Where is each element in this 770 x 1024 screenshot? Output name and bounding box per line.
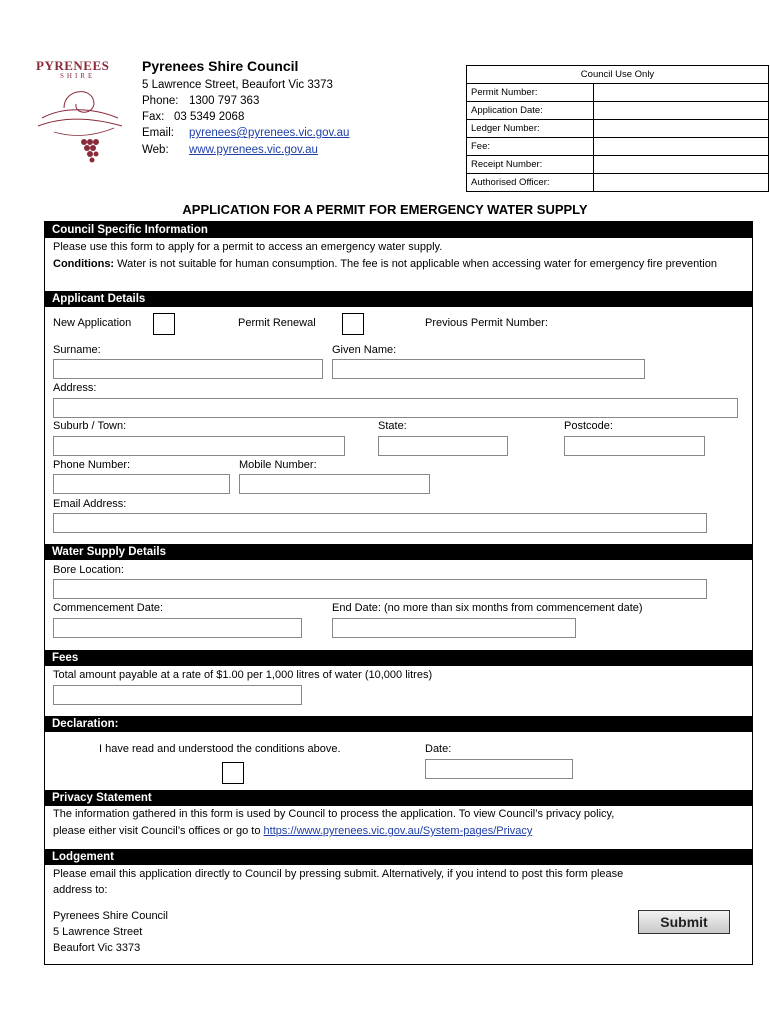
given-name-label: Given Name:: [332, 344, 397, 356]
state-field[interactable]: [378, 436, 508, 456]
phone-label: Phone:: [142, 95, 179, 107]
postcode-field[interactable]: [564, 436, 705, 456]
cuo-label: Fee:: [467, 138, 594, 156]
fax-label: Fax:: [142, 111, 165, 123]
end-date-field[interactable]: [332, 618, 576, 638]
declaration-date-field[interactable]: [425, 759, 573, 779]
cuo-label: Ledger Number:: [467, 120, 594, 138]
section-applicant-details: Applicant Details: [45, 291, 752, 307]
declaration-text: I have read and understood the conditions above.: [99, 743, 341, 755]
section-fees: Fees: [45, 650, 752, 666]
email-link[interactable]: pyrenees@pyrenees.vic.gov.au: [189, 127, 350, 139]
previous-permit-label: Previous Permit Number:: [425, 317, 548, 329]
council-address: 5 Lawrence Street, Beaufort Vic 3373: [142, 79, 333, 91]
declaration-date-label: Date:: [425, 743, 452, 755]
form-title: APPLICATION FOR A PERMIT FOR EMERGENCY WATER SUPPLY: [182, 202, 588, 217]
end-date-label: End Date: (no more than six months from commencement date): [332, 602, 643, 614]
logo-title: PYRENEES: [36, 58, 110, 73]
section-privacy: Privacy Statement: [45, 790, 752, 806]
fees-amount-field[interactable]: [53, 685, 302, 705]
lodgement-text-line2: address to:: [53, 884, 108, 896]
council-logo: [34, 58, 126, 166]
privacy-text-line2: [53, 825, 532, 837]
surname-label: Surname:: [53, 344, 101, 356]
email-label: Email:: [142, 127, 174, 139]
fax-value: 03 5349 2068: [174, 111, 245, 123]
lodgement-text-line1: Please email this application directly to Council by pressing submit. Alternatively, if you intend to post this form please: [53, 868, 624, 880]
cuo-label: Permit Number:: [467, 84, 594, 102]
council-name: Pyrenees Shire Council: [142, 58, 299, 74]
address-label: Address:: [53, 382, 97, 394]
cuo-value: [594, 156, 769, 174]
address-field[interactable]: [53, 398, 738, 418]
mobile-number-field[interactable]: [239, 474, 430, 494]
email-address-label: Email Address:: [53, 498, 127, 510]
web-label: Web:: [142, 144, 169, 156]
mobile-number-label: Mobile Number:: [239, 459, 317, 471]
email-address-field[interactable]: [53, 513, 707, 533]
section-lodgement: Lodgement: [45, 849, 752, 865]
postal-address-line2: 5 Lawrence Street: [53, 926, 143, 938]
phone-number-field[interactable]: [53, 474, 230, 494]
commencement-date-field[interactable]: [53, 618, 302, 638]
section-council-info: Council Specific Information: [45, 222, 752, 238]
intro-text: Please use this form to apply for a permit to access an emergency water supply.: [53, 241, 443, 253]
permit-renewal-label: Permit Renewal: [238, 317, 316, 329]
suburb-field[interactable]: [53, 436, 345, 456]
web-link[interactable]: www.pyrenees.vic.gov.au: [189, 144, 318, 156]
commencement-date-label: Commencement Date:: [53, 602, 164, 614]
permit-renewal-checkbox[interactable]: [342, 313, 364, 335]
privacy-text-line1: The information gathered in this form is used by Council to process the application. To view Council’s privacy policy,: [53, 808, 615, 820]
section-water-supply: Water Supply Details: [45, 544, 752, 560]
conditions-label: Conditions:: [53, 258, 115, 270]
new-application-label: New Application: [53, 317, 132, 329]
postcode-label: Postcode:: [564, 420, 613, 432]
bore-location-field[interactable]: [53, 579, 707, 599]
grapevine-logo-icon: [34, 78, 126, 168]
logo-subtitle: SHIRE: [60, 72, 96, 80]
submit-button[interactable]: Submit: [638, 910, 730, 934]
section-declaration: Declaration:: [45, 716, 752, 732]
new-application-checkbox[interactable]: [153, 313, 175, 335]
conditions-text: [53, 256, 743, 272]
privacy-text-line2-body: please either visit Council’s offices or go to: [53, 825, 264, 837]
fees-text: Total amount payable at a rate of $1.00 per 1,000 litres of water (10,000 litres): [53, 669, 433, 681]
conditions-body: Water is not suitable for human consumption. The fee is not applicable when accessing water for emergency fire prevention: [114, 258, 717, 270]
cuo-value: [594, 174, 769, 192]
postal-address-line3: Beaufort Vic 3373: [53, 942, 141, 954]
suburb-label: Suburb / Town:: [53, 420, 127, 432]
cuo-label: Receipt Number:: [467, 156, 594, 174]
state-label: State:: [378, 420, 407, 432]
council-use-heading: Council Use Only: [467, 66, 769, 84]
cuo-value: [594, 138, 769, 156]
cuo-value: [594, 84, 769, 102]
application-form: [44, 221, 753, 965]
phone-number-label: Phone Number:: [53, 459, 131, 471]
phone-value: 1300 797 363: [189, 95, 260, 107]
cuo-value: [594, 120, 769, 138]
council-use-table: [466, 65, 769, 192]
postal-address-line1: Pyrenees Shire Council: [53, 910, 168, 922]
cuo-label: Authorised Officer:: [467, 174, 594, 192]
given-name-field[interactable]: [332, 359, 645, 379]
bore-location-label: Bore Location:: [53, 564, 124, 576]
cuo-label: Application Date:: [467, 102, 594, 120]
surname-field[interactable]: [53, 359, 323, 379]
cuo-value: [594, 102, 769, 120]
privacy-policy-link[interactable]: https://www.pyrenees.vic.gov.au/System-pages/Privacy: [263, 825, 533, 837]
declaration-checkbox[interactable]: [222, 762, 244, 784]
